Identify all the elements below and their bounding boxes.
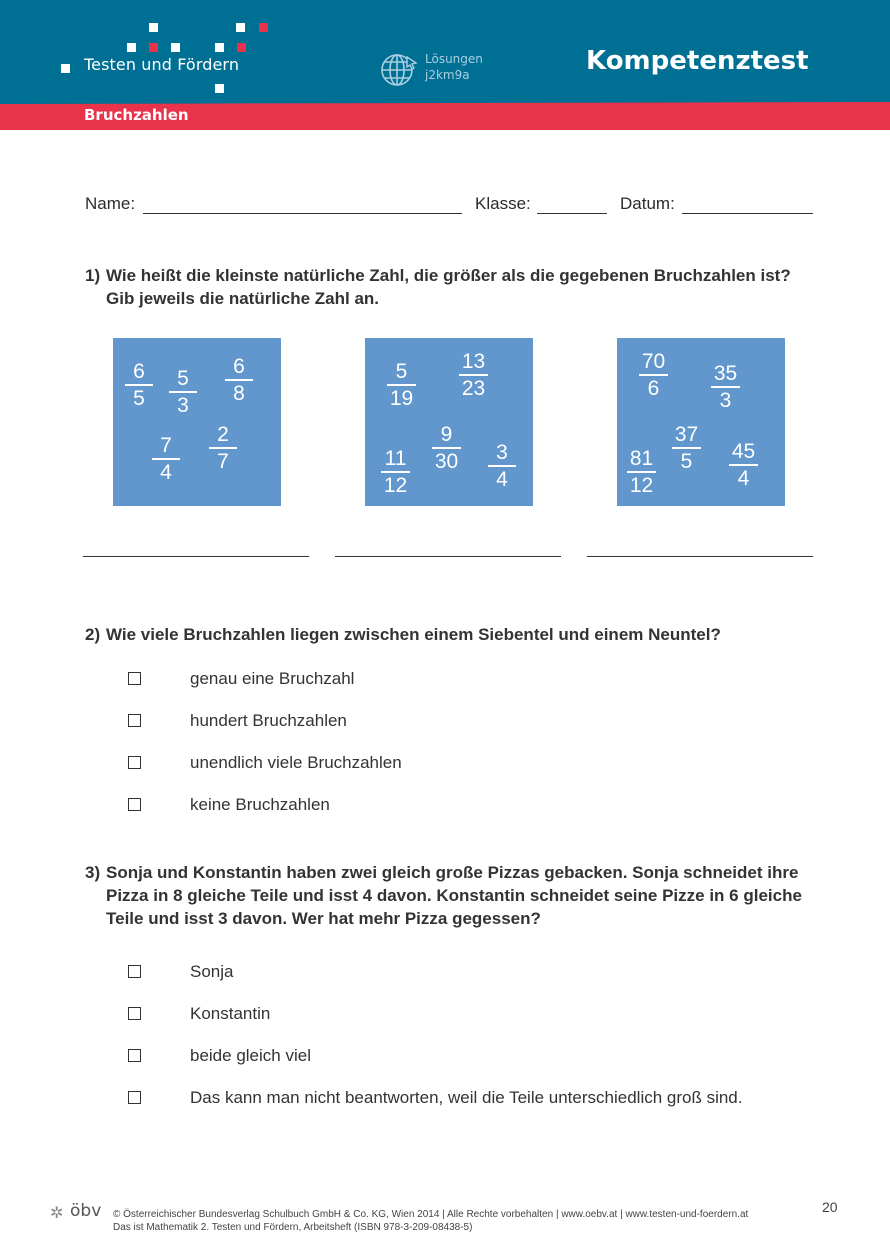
checkbox[interactable]	[128, 1049, 141, 1062]
option-label: keine Bruchzahlen	[190, 795, 330, 814]
fraction: 3 4	[488, 442, 516, 491]
fraction-box-2	[365, 338, 533, 506]
solutions-link[interactable]	[425, 51, 483, 83]
copyright-line-2: Das ist Mathematik 2. Testen und Fördern, Arbeitsheft (ISBN 978-3-209-08438-5)	[113, 1222, 473, 1233]
logo-square	[149, 43, 158, 52]
globe-cursor-icon[interactable]	[380, 50, 418, 88]
logo-square	[171, 43, 180, 52]
question-text: Wie heißt die kleinste natürliche Zahl, die größer als die gegebenen Bruchzahlen ist? Gib jeweils die natürliche Zahl an.	[106, 266, 791, 308]
date-field[interactable]	[682, 213, 813, 214]
page-number: 20	[822, 1199, 838, 1215]
fraction: 7 4	[152, 435, 180, 484]
brand-name: Testen und Fördern	[84, 55, 240, 74]
option-label: unendlich viele Bruchzahlen	[190, 753, 402, 772]
logo-square	[215, 43, 224, 52]
publisher-logo: öbv	[70, 1201, 102, 1221]
name-field[interactable]	[143, 213, 462, 214]
fraction: 11 12	[381, 448, 410, 497]
question-text: Sonja und Konstantin haben zwei gleich große Pizzas gebacken. Sonja schneidet ihre Pizza in 8 gleiche Teile und isst 4 davon. Konstantin schneidet seine Pizze in 6 gleiche Teile und isst 3 davon. Wer hat mehr Pizza gegessen?	[106, 863, 802, 928]
solutions-label: Lösungen	[425, 52, 483, 66]
answer-line-2[interactable]	[335, 556, 561, 557]
class-label: Klasse:	[475, 194, 531, 213]
copyright-line-1: © Österreichischer Bundesverlag Schulbuch GmbH & Co. KG, Wien 2014 | Alle Rechte vorbehalten | www.oebv.at | www.testen-und-foerdern.at	[113, 1209, 749, 1220]
question-number: 3)	[85, 863, 101, 882]
fraction: 9 30	[432, 424, 461, 473]
fraction: 5 3	[169, 368, 197, 417]
fraction: 6 5	[125, 361, 153, 410]
logo-square	[215, 84, 224, 93]
checkbox[interactable]	[128, 1091, 141, 1104]
option-label: genau eine Bruchzahl	[190, 669, 355, 688]
question-number: 2)	[85, 625, 101, 644]
question-text: Wie viele Bruchzahlen liegen zwischen einem Siebentel und einem Neuntel?	[106, 625, 721, 644]
fraction: 13 23	[459, 351, 488, 400]
option-label: Konstantin	[190, 1004, 271, 1023]
question-2	[85, 623, 820, 646]
fraction: 6 8	[225, 356, 253, 405]
logo-square	[127, 43, 136, 52]
checkbox[interactable]	[128, 1007, 141, 1020]
fraction: 5 19	[387, 361, 416, 410]
copyright-notice	[113, 1208, 748, 1234]
fraction: 35 3	[711, 363, 740, 412]
checkbox[interactable]	[128, 714, 141, 727]
question-3	[85, 861, 820, 930]
fraction: 70 6	[639, 351, 668, 400]
answer-line-1[interactable]	[83, 556, 309, 557]
question-number: 1)	[85, 266, 101, 285]
logo-square	[237, 43, 246, 52]
fraction-box-3	[617, 338, 785, 506]
fraction: 81 12	[627, 448, 656, 497]
option-label: hundert Bruchzahlen	[190, 711, 347, 730]
question-1	[85, 264, 820, 310]
option-label: Das kann man nicht beantworten, weil die Teile unterschiedlich groß sind.	[190, 1088, 743, 1107]
topic-title: Bruchzahlen	[84, 106, 189, 124]
name-label: Name:	[85, 194, 136, 213]
logo-square	[259, 23, 268, 32]
logo-square	[61, 64, 70, 73]
page-title: Kompetenztest	[586, 46, 809, 76]
checkbox[interactable]	[128, 965, 141, 978]
header-banner	[0, 0, 890, 104]
fraction: 2 7	[209, 424, 237, 473]
checkbox[interactable]	[128, 756, 141, 769]
fraction: 45 4	[729, 441, 758, 490]
logo-square	[149, 23, 158, 32]
checkbox[interactable]	[128, 672, 141, 685]
date-label: Datum:	[620, 194, 675, 213]
option-label: beide gleich viel	[190, 1046, 311, 1065]
class-field[interactable]	[537, 213, 607, 214]
checkbox[interactable]	[128, 798, 141, 811]
fraction: 37 5	[672, 424, 701, 473]
publisher-star-icon: ✲	[50, 1205, 64, 1222]
logo-square	[236, 23, 245, 32]
option-label: Sonja	[190, 962, 234, 981]
fraction-box-1	[113, 338, 281, 506]
solutions-code: j2km9a	[425, 68, 470, 82]
answer-line-3[interactable]	[587, 556, 813, 557]
